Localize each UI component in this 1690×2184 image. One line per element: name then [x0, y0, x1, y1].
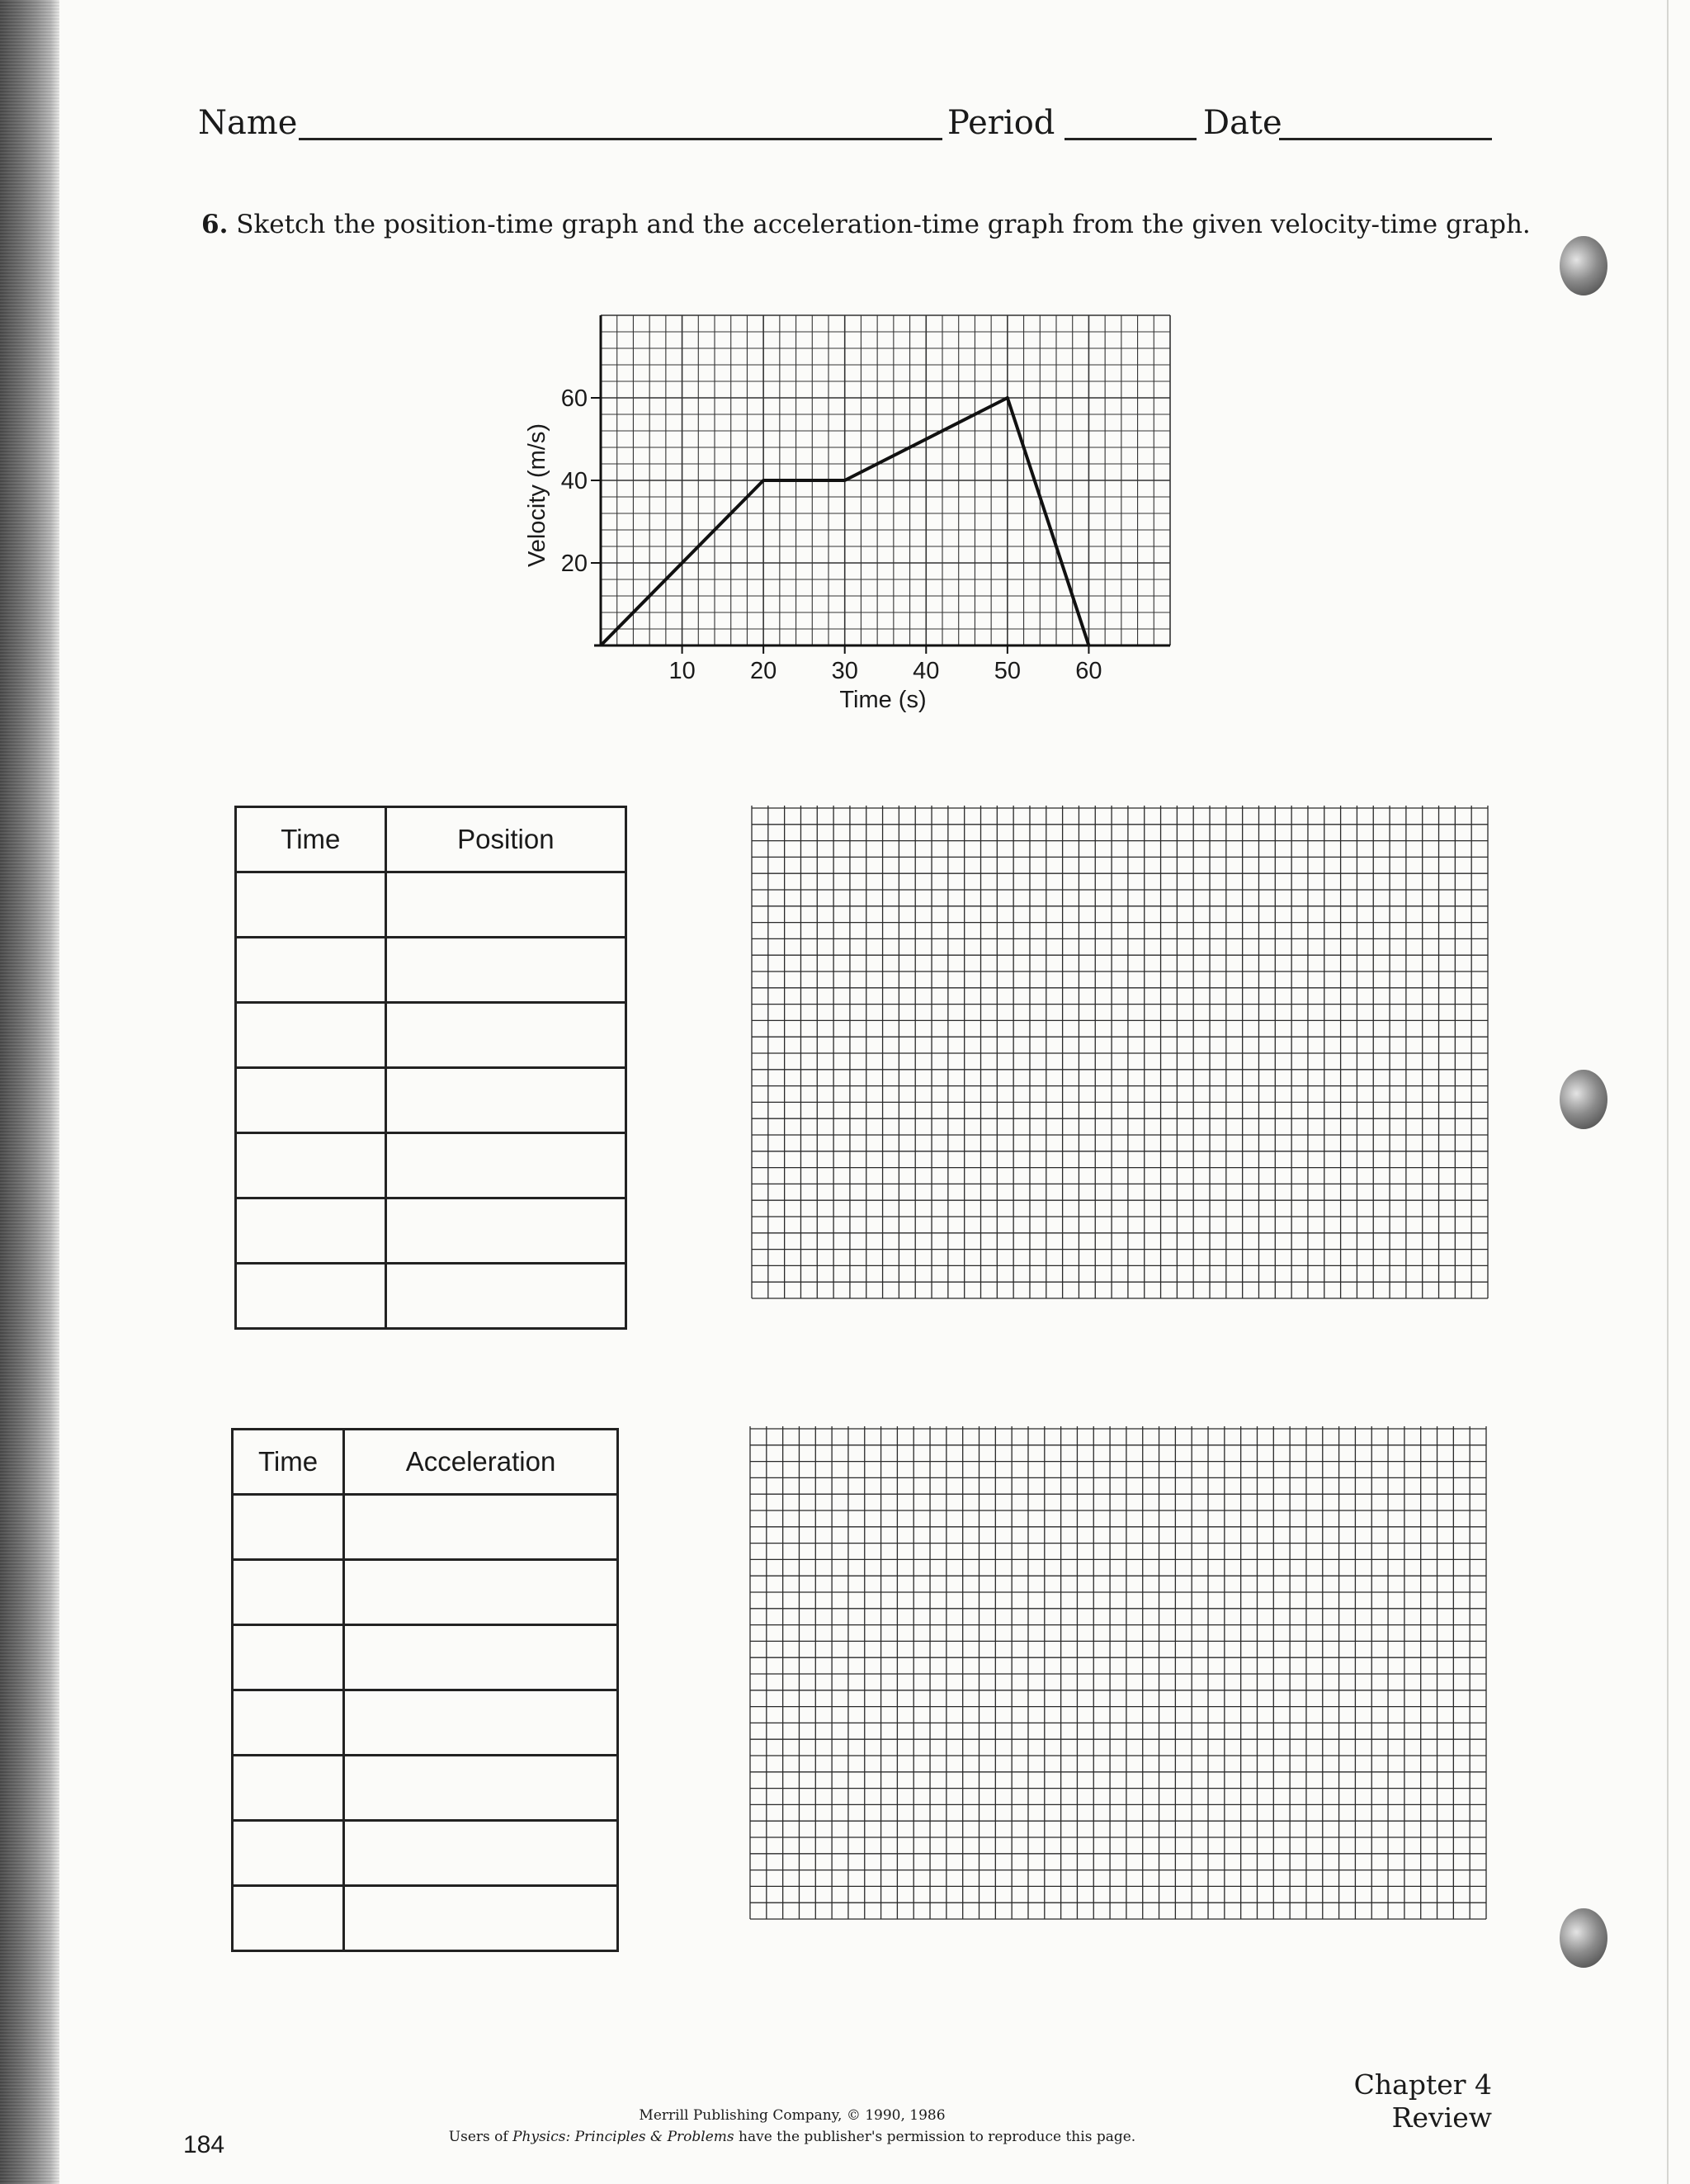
- position-table-cell[interactable]: [385, 1003, 625, 1068]
- velocity-graph-grid: [601, 315, 1170, 645]
- acceleration-table: [231, 1428, 619, 1952]
- position-table-row: [236, 1264, 626, 1329]
- name-field[interactable]: [299, 138, 942, 140]
- position-table-cell[interactable]: [236, 1198, 386, 1264]
- acceleration-table-cell[interactable]: [233, 1756, 344, 1821]
- y-tick-label: 20: [560, 551, 588, 577]
- position-table-header-time: Time: [236, 807, 386, 872]
- page-edge: [1667, 0, 1669, 2184]
- position-table-row: [236, 872, 626, 938]
- acceleration-table-cell[interactable]: [344, 1560, 618, 1625]
- position-table-cell[interactable]: [385, 1264, 625, 1329]
- student-info-header: [198, 99, 1494, 149]
- y-axis-label: Velocity (m/s): [524, 423, 550, 568]
- acceleration-table-cell[interactable]: [233, 1560, 344, 1625]
- acceleration-table-header-acceleration: Acceleration: [344, 1430, 618, 1495]
- x-tick-label: 30: [831, 658, 858, 684]
- date-label: Date: [1203, 104, 1282, 142]
- book-title: Physics: Principles & Problems: [512, 2129, 734, 2145]
- x-tick-label: 50: [994, 658, 1021, 684]
- acceleration-table-cell[interactable]: [344, 1495, 618, 1560]
- position-table-cell[interactable]: [385, 1133, 625, 1198]
- acceleration-table-cell[interactable]: [344, 1756, 618, 1821]
- data-point: [762, 480, 765, 482]
- name-label: Name: [198, 104, 298, 142]
- acceleration-table-cell[interactable]: [344, 1821, 618, 1886]
- acceleration-table-cell[interactable]: [233, 1821, 344, 1886]
- permission-line: [413, 2126, 1172, 2148]
- punch-hole-bottom: [1560, 1908, 1607, 1968]
- position-table-cell[interactable]: [236, 938, 386, 1003]
- punch-hole-top: [1560, 236, 1607, 295]
- chapter-number: Chapter 4: [1353, 2068, 1492, 2101]
- data-point: [843, 480, 846, 482]
- position-table-row: [236, 938, 626, 1003]
- position-table-cell[interactable]: [236, 1003, 386, 1068]
- position-table-row: [236, 1068, 626, 1133]
- x-tick-label: 40: [913, 658, 940, 684]
- position-table-cell[interactable]: [236, 872, 386, 938]
- y-tick-label: 60: [560, 385, 588, 412]
- question-body: Sketch the position-time graph and the acceleration-time graph from the given velocity-time graph.: [236, 210, 1531, 239]
- position-table-row: [236, 1003, 626, 1068]
- x-tick-label: 10: [668, 658, 696, 684]
- page-number: 184: [183, 2131, 225, 2158]
- acceleration-table-row: [233, 1756, 618, 1821]
- acceleration-table-cell[interactable]: [233, 1886, 344, 1951]
- permission-prefix: Users of: [448, 2129, 513, 2145]
- question-number: 6.: [201, 210, 229, 239]
- position-table-cell[interactable]: [236, 1264, 386, 1329]
- position-table-cell[interactable]: [385, 1068, 625, 1133]
- question-text: [201, 210, 1531, 239]
- position-table-row: [236, 1133, 626, 1198]
- punch-hole-middle: [1560, 1070, 1607, 1129]
- position-table-cell[interactable]: [385, 1198, 625, 1264]
- acceleration-table-row: [233, 1690, 618, 1756]
- position-table-header-position: Position: [385, 807, 625, 872]
- acceleration-table-row: [233, 1886, 618, 1951]
- x-axis-label: Time (s): [839, 687, 927, 713]
- chapter-section: Review: [1391, 2101, 1492, 2134]
- period-label: Period: [947, 104, 1055, 142]
- acceleration-table-cell[interactable]: [344, 1690, 618, 1756]
- position-table-cell[interactable]: [385, 872, 625, 938]
- velocity-graph-ticks: [561, 385, 1102, 684]
- period-field[interactable]: [1065, 138, 1197, 140]
- publisher-notice: [413, 2105, 1172, 2148]
- position-table: [234, 806, 627, 1330]
- acceleration-table-cell[interactable]: [344, 1625, 618, 1690]
- acceleration-table-row: [233, 1560, 618, 1625]
- acceleration-table-cell[interactable]: [233, 1625, 344, 1690]
- chapter-label: [1354, 2068, 1492, 2134]
- acceleration-table-cell[interactable]: [233, 1690, 344, 1756]
- position-table-row: [236, 1198, 626, 1264]
- velocity-time-graph: [503, 305, 1180, 735]
- binding-strip: [0, 0, 59, 2184]
- y-tick-label: 40: [560, 468, 588, 494]
- acceleration-table-row: [233, 1625, 618, 1690]
- acceleration-table-row: [233, 1495, 618, 1560]
- acceleration-table-cell[interactable]: [344, 1886, 618, 1951]
- publisher-line: Merrill Publishing Company, © 1990, 1986: [639, 2107, 946, 2124]
- position-time-graph-paper[interactable]: [749, 806, 1492, 1301]
- data-point: [1006, 397, 1008, 399]
- acceleration-table-row: [233, 1821, 618, 1886]
- position-table-cell[interactable]: [236, 1133, 386, 1198]
- permission-suffix: have the publisher's permission to reproduce this page.: [734, 2129, 1136, 2145]
- position-table-cell[interactable]: [236, 1068, 386, 1133]
- x-tick-label: 60: [1075, 658, 1102, 684]
- x-tick-label: 20: [750, 658, 777, 684]
- position-table-cell[interactable]: [385, 938, 625, 1003]
- acceleration-time-graph-paper[interactable]: [748, 1426, 1490, 1922]
- acceleration-table-cell[interactable]: [233, 1495, 344, 1560]
- acceleration-table-header-time: Time: [233, 1430, 344, 1495]
- data-point: [1088, 645, 1090, 647]
- date-field[interactable]: [1279, 138, 1492, 140]
- data-point: [600, 645, 602, 647]
